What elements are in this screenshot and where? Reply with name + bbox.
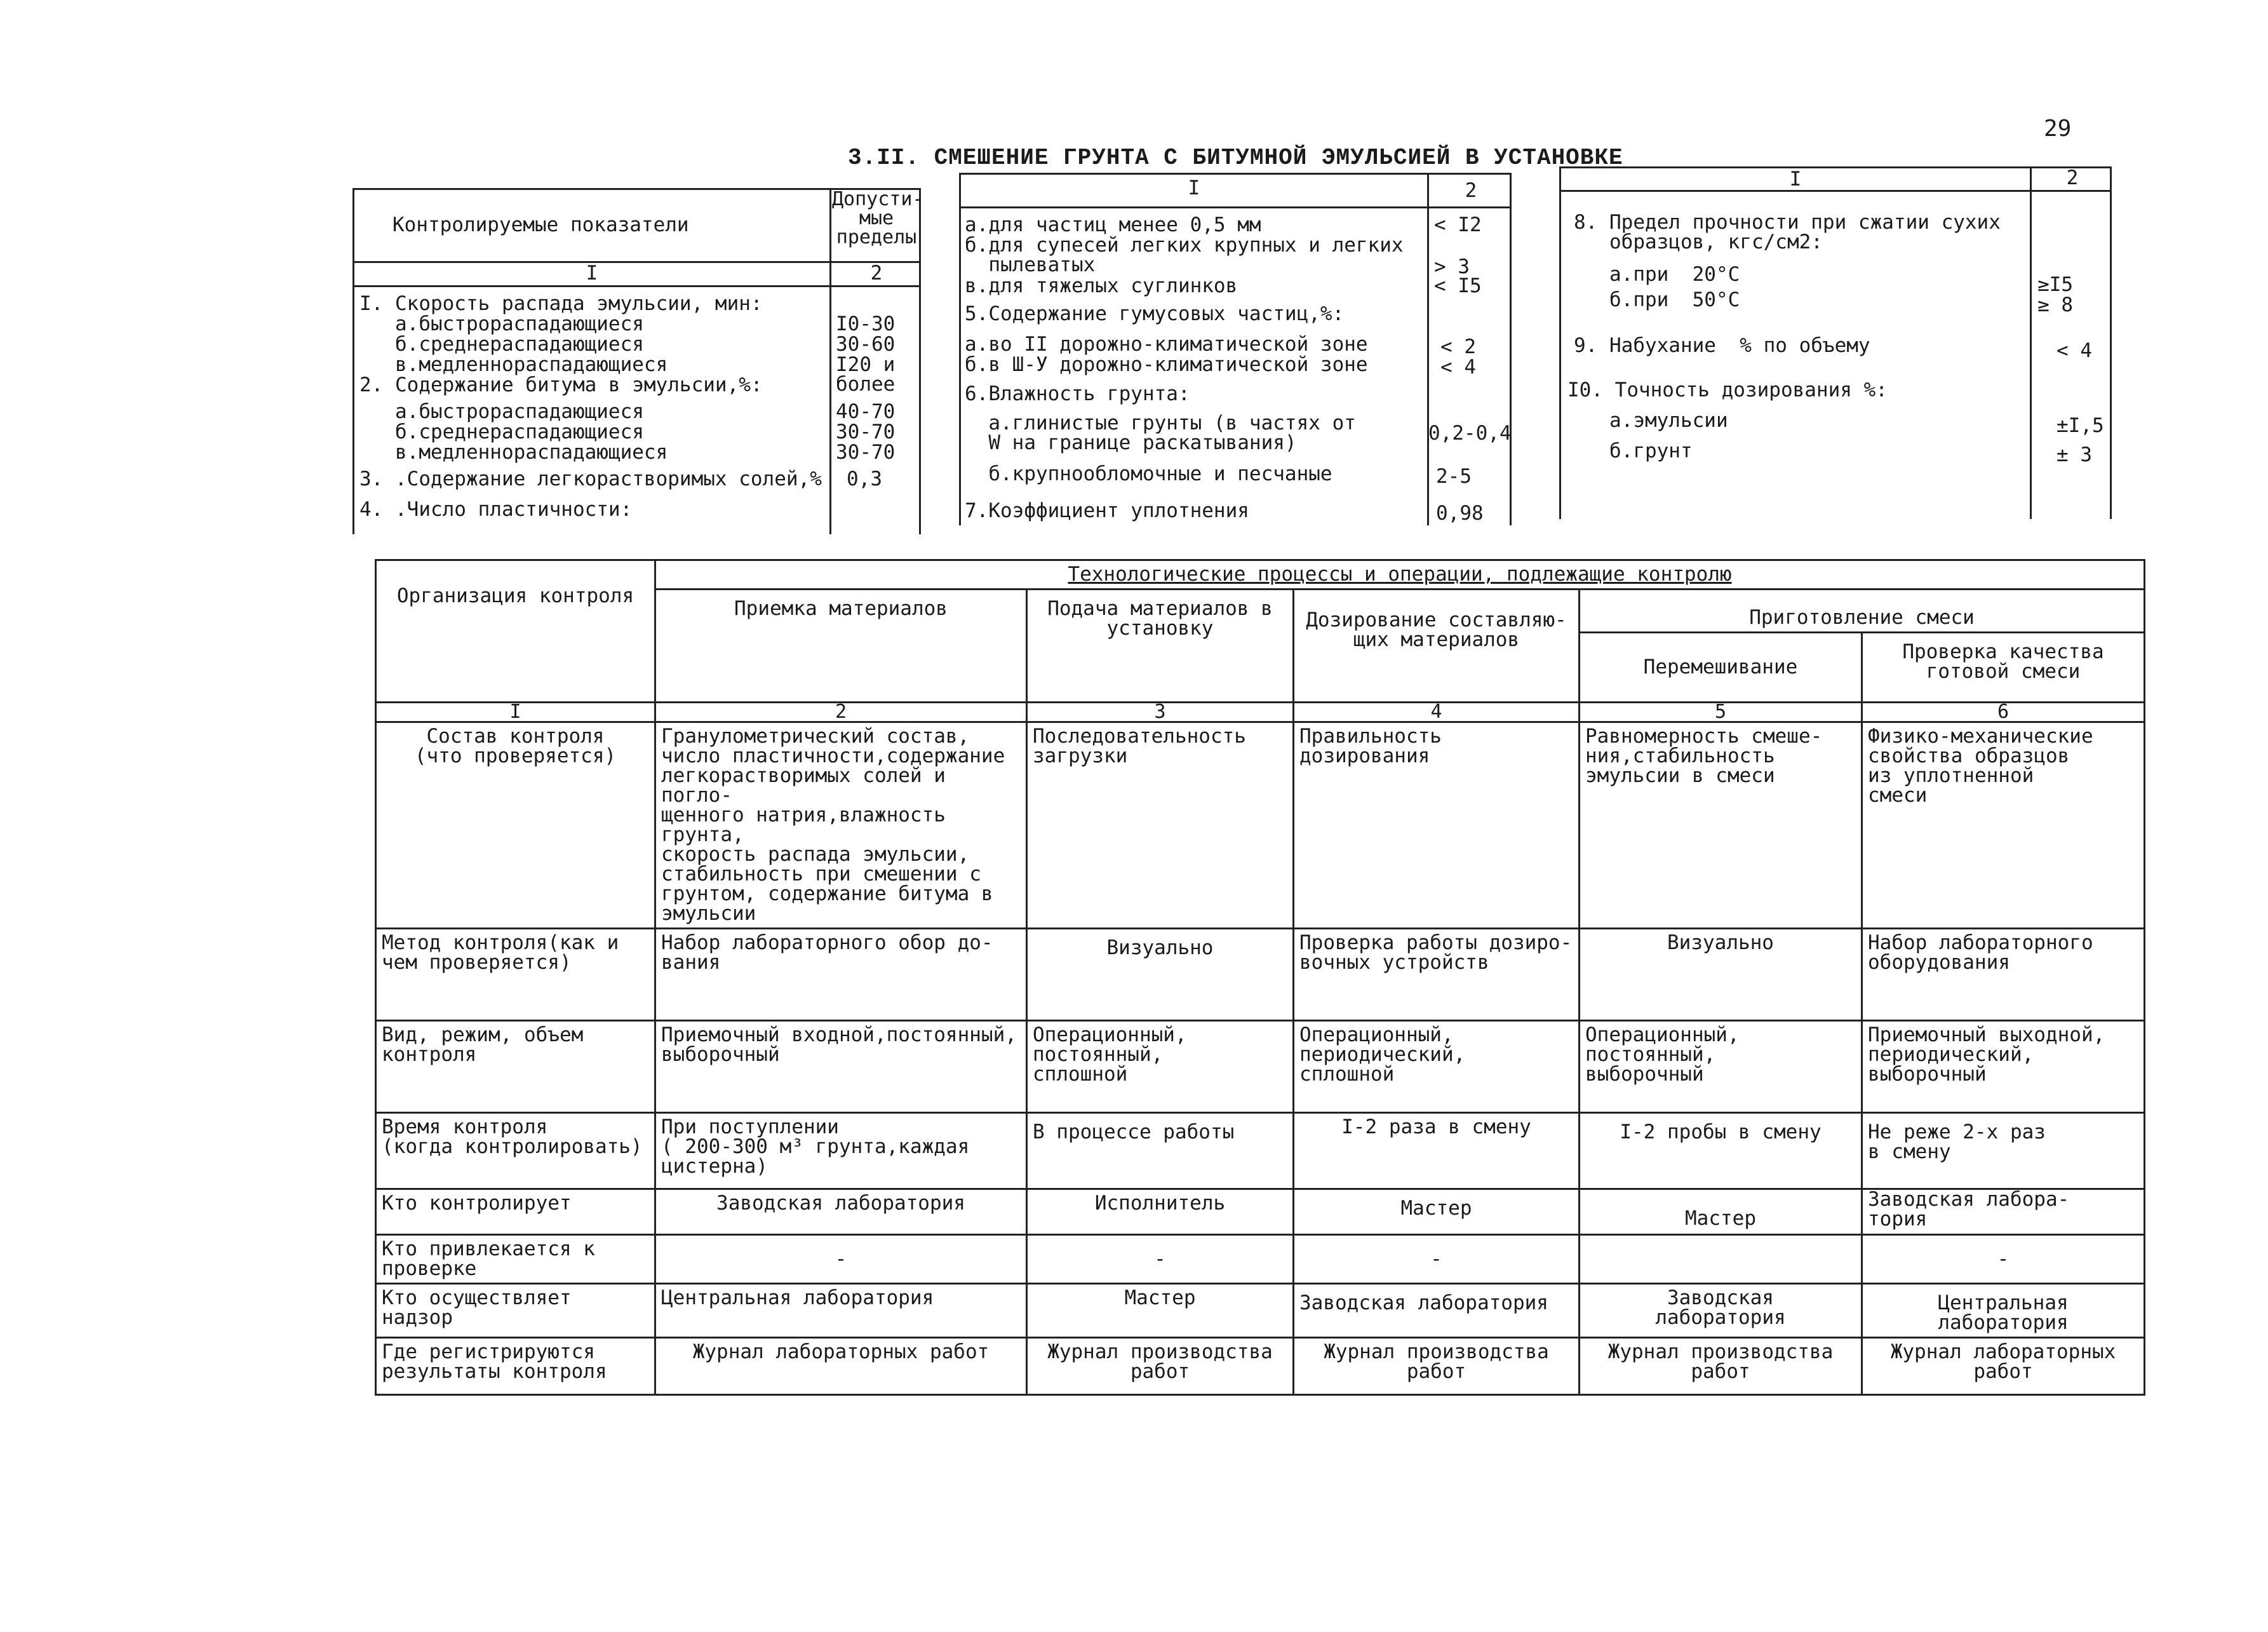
cell-method-1: Набор лабораторного обор до- вания [655,929,1027,1021]
prep-sub-mixing: Перемешивание [1580,633,1862,703]
cell-supervision-1: Центральная лаборатория [655,1284,1027,1338]
table-b-row-8-label: а.глинистые грунты (в частях от W на границе раскатывания) [988,412,1356,454]
col-number-5: 5 [1580,703,1862,722]
table-c-row-3-value: ≥ 8 [2037,293,2073,316]
table-b-row-3-label: в.для тяжелых суглинков [965,274,1238,297]
table-c-row-1-label: 8. Предел прочности при сжатии сухих образцов, кгс/см2: [1574,211,2001,253]
cell-involved-3: - [1294,1235,1580,1284]
section-title: 3.II. СМЕШЕНИЕ ГРУНТА С БИТУМНОЙ ЭМУЛЬСИЕЙ В УСТАНОВКЕ [848,145,1623,171]
cell-composition-2: Последовательность загрузки [1027,722,1294,929]
cell-registration-1: Журнал лабораторных работ [655,1338,1027,1395]
table-a-row-8-value: 30-70 [836,441,896,464]
row-label-supervision: Кто осуществляет надзор [376,1284,655,1338]
table-b-row-8-value: 0,2-0,4 [1428,422,1512,445]
cell-method-2: Визуально [1027,929,1294,1021]
table-a-row-6-label: а.быстрораспадающиеся [359,400,644,423]
table-c-row-4-label: 9. Набухание % по объему [1574,334,1870,357]
row-label-composition: Состав контроля (что проверяется) [376,722,655,929]
cell-supervision-2: Мастер [1027,1284,1294,1338]
table-c-row-6-label: а.эмульсии [1574,409,1728,432]
col-number-1: I [376,703,655,722]
cell-registration-4: Журнал производства работ [1580,1338,1862,1395]
table-row [376,1021,2145,1113]
table-a-row-5-label: 2. Содержание битума в эмульсии,%: [359,374,763,396]
table-b-row-5-label: а.во II дорожно-климатической зоне [965,333,1368,356]
table-b-row-3-value: < I5 [1434,274,1482,297]
table-row [376,1338,2145,1395]
cell-method-5: Набор лабораторного оборудования [1862,929,2145,1021]
tech-header: Технологические процессы и операции, подлежащие контролю [655,560,2145,590]
table-a-row-9-label: 3. .Содержание легкорастворимых солей,% [359,468,822,490]
cell-composition-3: Правильность дозирования [1294,722,1580,929]
page-number: 29 [2044,116,2072,142]
col-header-dosing: Дозирование составляю- щих материалов [1294,590,1580,703]
table-c-row-3-label: б.при 50°С [1574,288,1740,311]
table-c-row-7-value: ± 3 [2057,443,2092,466]
cell-method-4: Визуально [1580,929,1862,1021]
table-a-row-8-label: в.медленнораспадающиеся [359,441,668,464]
col-number-4: 4 [1294,703,1580,722]
table-a-row-2-label: а.быстрораспадающиеся [359,313,644,335]
table-b-row-2-value: > 3 [1434,255,1470,278]
table-row [376,929,2145,1021]
cell-type-1: Приемочный входной,постоянный, выборочный [655,1021,1027,1113]
table-a-row-1-label: I. Скорость распада эмульсии, мин: [359,292,763,315]
cell-supervision-3: Заводская лаборатория [1294,1284,1580,1338]
table-a-row-7-label: б.среднераспадающиеся [359,421,644,443]
table-b-row-10-label: 7.Коэффициент уплотнения [965,499,1249,522]
table-c-row-4-value: < 4 [2057,339,2092,362]
col-number-2: 2 [655,703,1027,722]
table-row [376,1235,2145,1284]
cell-method-3: Проверка работы дозиро- вочных устройств [1294,929,1580,1021]
cell-type-3: Операционный, периодический, сплошной [1294,1021,1580,1113]
cell-time-3: I-2 раза в смену [1294,1113,1580,1189]
col-header-acceptance: Приемка материалов [655,590,1027,703]
table-b [959,173,1512,525]
table-a-row-7-value: 30-70 [836,421,896,443]
table-a-row-3-label: б.среднераспадающиеся [359,333,644,356]
cell-composition-5: Физико-механические свойства образцов из уплотненной смеси [1862,722,2145,929]
prep-sub-quality: Проверка качества готовой смеси [1862,633,2145,703]
table-b-row-5-value: < 2 [1440,335,1476,358]
table-a-row-3-value: 30-60 [836,333,896,356]
table-row [376,722,2145,929]
table-a [352,188,924,534]
table-a-row-4-value: I20 и более [836,353,896,396]
cell-composition-1: Гранулометрический состав, число пластичности,содержание легкорастворимых солей и погло- щенного натрия,влажность грунта, скорость распада эмульсии, стабильность при смешении с грунтом, содержание битума в эмульсии [655,722,1027,929]
control-organization-table [375,559,2145,1396]
table-a-row-4-label: в.медленнораспадающиеся [359,353,668,376]
cell-registration-5: Журнал лабораторных работ [1862,1338,2145,1395]
cell-type-5: Приемочный выходной, периодический, выборочный [1862,1021,2145,1113]
cell-involved-2: - [1027,1235,1294,1284]
cell-who-controls-1: Заводская лаборатория [655,1189,1027,1235]
cell-time-4: I-2 пробы в смену [1580,1113,1862,1189]
table-b-row-6-label: б.в Ш-У дорожно-климатической зоне [965,353,1368,376]
table-c-row-5-label: I0. Точность дозирования %: [1567,379,1888,401]
prep-header: Приготовление смеси [1580,590,2145,633]
table-a-header-limit: Допусти- мые пределы [832,188,924,248]
cell-involved-4 [1580,1235,1862,1284]
cell-involved-1: - [655,1235,1027,1284]
table-b-row-6-value: < 4 [1440,356,1476,379]
cell-who-controls-4: Мастер [1580,1189,1862,1235]
table-c-row-2-value: ≥I5 [2037,273,2073,296]
cell-registration-3: Журнал производства работ [1294,1338,1580,1395]
cell-who-controls-2: Исполнитель [1027,1189,1294,1235]
table-b-row-1-value: < I2 [1434,213,1482,236]
cell-who-controls-5: Заводская лабора- тория [1862,1189,2145,1235]
table-c-row-2-label: а.при 20°С [1574,263,1740,286]
table-b-row-4-label: 5.Содержание гумусовых частиц,%: [965,302,1345,325]
table-a-row-6-value: 40-70 [836,400,896,423]
table-c [1559,166,2112,519]
table-c-col-num-2: 2 [2066,166,2079,189]
cell-registration-2: Журнал производства работ [1027,1338,1294,1395]
cell-involved-5: - [1862,1235,2145,1284]
table-a-row-9-value: 0,3 [847,468,882,490]
row-label-involved: Кто привлекается к проверке [376,1235,655,1284]
cell-who-controls-3: Мастер [1294,1189,1580,1235]
row-label-type: Вид, режим, объем контроля [376,1021,655,1113]
table-b-col-num-2: 2 [1465,179,1477,202]
table-a-col-num-1: I [586,262,598,285]
row-label-time: Время контроля (когда контролировать) [376,1113,655,1189]
row-label-method: Метод контроля(как и чем проверяется) [376,929,655,1021]
table-b-row-10-value: 0,98 [1436,502,1484,525]
cell-type-2: Операционный, постоянный, сплошной [1027,1021,1294,1113]
table-row [376,1189,2145,1235]
table-b-col-num-1: I [1188,177,1200,199]
table-row [376,1284,2145,1338]
table-b-row-2-label: б.для супесей легких крупных и легких пылеватых [965,234,1404,276]
cell-type-4: Операционный, постоянный, выборочный [1580,1021,1862,1113]
cell-composition-4: Равномерность смеше- ния,стабильность эмульсии в смеси [1580,722,1862,929]
table-a-col-num-2: 2 [870,262,883,285]
table-b-row-9-value: 2-5 [1436,465,1472,488]
row-label-who-controls: Кто контролирует [376,1189,655,1235]
org-header: Организация контроля [376,560,655,703]
table-b-row-1-label: а.для частиц менее 0,5 мм [965,213,1261,236]
table-a-header-param: Контролируемые показатели [393,213,689,236]
table-row [376,1113,2145,1189]
cell-supervision-4: Заводская лаборатория [1580,1284,1862,1338]
cell-time-1: При поступлении ( 200-300 м³ грунта,каждая цистерна) [655,1113,1027,1189]
table-a-row-2-value: I0-30 [836,313,896,335]
col-number-3: 3 [1027,703,1294,722]
col-header-feeding: Подача материалов в установку [1027,590,1294,703]
table-c-col-num-1: I [1789,168,1802,191]
cell-supervision-5: Центральная лаборатория [1862,1284,2145,1338]
table-a-row-10-label: 4. .Число пластичности: [359,498,633,521]
col-number-6: 6 [1862,703,2145,722]
table-c-row-7-label: б.грунт [1574,440,1693,462]
table-b-row-7-label: 6.Влажность грунта: [965,382,1190,405]
cell-time-2: В процессе работы [1027,1113,1294,1189]
table-b-row-9-label: б.крупнообломочные и песчаные [965,462,1332,485]
row-label-registration: Где регистрируются результаты контроля [376,1338,655,1395]
cell-time-5: Не реже 2-х раз в смену [1862,1113,2145,1189]
table-c-row-6-value: ±I,5 [2057,414,2104,437]
